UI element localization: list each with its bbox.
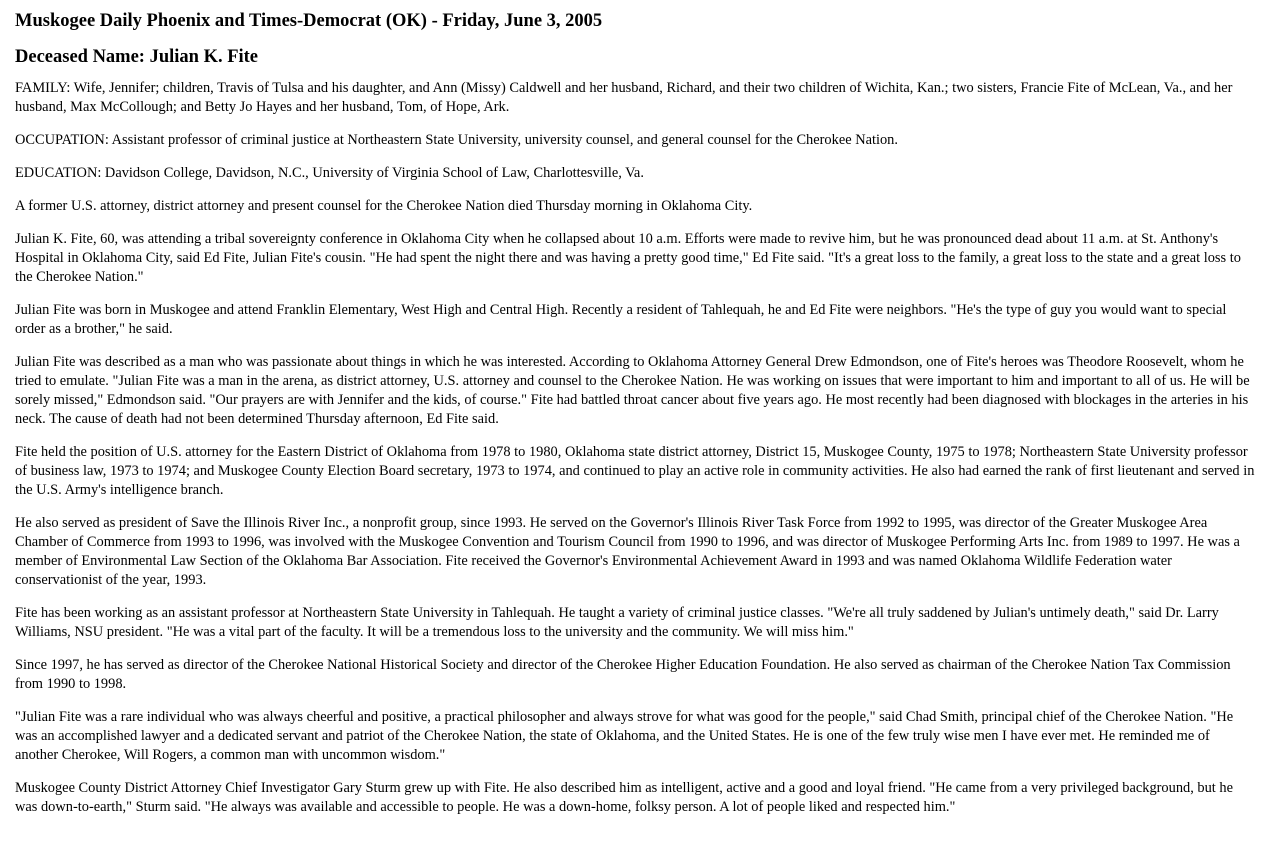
body-paragraph: Fite has been working as an assistant professor at Northeastern State University in Tahlequah. He taught a variety of criminal justice classes. "We're all truly saddened by Julian's untimely death," said Dr. Larry Williams, NSU president. "He was a vital part of the faculty. It will be a tremendous loss to the university and the community. We will miss him." <box>15 605 1219 640</box>
deceased-name: Deceased Name: Julian K. Fite <box>15 47 259 67</box>
body-paragraph: Since 1997, he has served as director of the Cherokee National Historical Society and director of the Cherokee Higher Education Foundation. He also served as chairman of the Cherokee Nation Tax Commission from 1990 to 1998. <box>15 657 1231 692</box>
body-paragraph: "Julian Fite was a rare individual who was always cheerful and positive, a practical philosopher and always strove for what was good for the people," said Chad Smith, principal chief of the Cherokee Nation. "He was an accomplished lawyer and a dedicated servant and patriot of the Cherokee Nation, the state of Oklahoma, and the United States. He is one of the few truly wise men I have ever met. He reminded me of another Cherokee, Will Rogers, a common man with uncommon wisdom." <box>15 709 1234 763</box>
body-paragraph: Julian K. Fite, 60, was attending a tribal sovereignty conference in Oklahoma City when he collapsed about 10 a.m. Efforts were made to revive him, but he was pronounced dead about 11 a.m. at St. Anthony's Hospital in Oklahoma City, said Ed Fite, Julian Fite's cousin. "He had spent the night there and was having a pretty good time," Ed Fite said. "It's a great loss to the family, a great loss to the state and a great loss to the Cherokee Nation." <box>15 231 1241 285</box>
body-paragraph: He also served as president of Save the Illinois River Inc., a nonprofit group, since 1993. He served on the Governor's Illinois River Task Force from 1992 to 1995, was director of the Greater Muskogee Area Chamber of Commerce from 1993 to 1996, was involved with the Muskogee Convention and Tourism Council from 1990 to 1996, and was director of Muskogee Performing Arts Inc. from 1989 to 1997. He was a member of Environmental Law Section of the Oklahoma Bar Association. Fite received the Governor's Environmental Achievement Award in 1993 and was named Oklahoma Wildlife Federation water conservationist of the year, 1993. <box>15 515 1240 588</box>
newspaper-headline: Muskogee Daily Phoenix and Times-Democrat (OK) - Friday, June 3, 2005 <box>15 11 603 31</box>
body-paragraph: Muskogee County District Attorney Chief Investigator Gary Sturm grew up with Fite. He also described him as intelligent, active and a good and loyal friend. "He came from a very privileged background, but he was down-to-earth," Sturm said. "He always was available and accessible to people. He was a down-home, folksy person. A lot of people liked and respected him." <box>15 780 1233 815</box>
education-paragraph: EDUCATION: Davidson College, Davidson, N.C., University of Virginia School of Law, Charlottesville, Va. <box>15 165 644 181</box>
body-paragraph: Julian Fite was described as a man who was passionate about things in which he was interested. According to Oklahoma Attorney General Drew Edmondson, one of Fite's heroes was Theodore Roosevelt, whom he tried to emulate. "Julian Fite was a man in the arena, as district attorney, U.S. attorney and counsel to the Cherokee Nation. He was working on issues that were important to him and important to all of us. He will be sorely missed," Edmondson said. "Our prayers are with Jennifer and the kids, of course." Fite had battled throat cancer about five years ago. He most recently had been diagnosed with blockages in the arteries in his neck. The cause of death had not been determined Thursday afternoon, Ed Fite said. <box>15 354 1250 427</box>
body-paragraph: Fite held the position of U.S. attorney for the Eastern District of Oklahoma from 1978 to 1980, Oklahoma state district attorney, District 15, Muskogee County, 1975 to 1978; Northeastern State University professor of business law, 1973 to 1974; and Muskogee County Election Board secretary, 1973 to 1974, and continued to play an active role in community activities. He also had earned the rank of first lieutenant and served in the U.S. Army's intelligence branch. <box>15 444 1255 498</box>
body-paragraph: A former U.S. attorney, district attorney and present counsel for the Cherokee Nation died Thursday morning in Oklahoma City. <box>15 198 753 214</box>
family-paragraph: FAMILY: Wife, Jennifer; children, Travis of Tulsa and his daughter, and Ann (Missy) Caldwell and her husband, Richard, and their two children of Wichita, Kan.; two sisters, Francie Fite of McLean, Va., and her husband, Max McCollough; and Betty Jo Hayes and her husband, Tom, of Hope, Ark. <box>15 80 1233 115</box>
occupation-paragraph: OCCUPATION: Assistant professor of criminal justice at Northeastern State University, university counsel, and general counsel for the Cherokee Nation. <box>15 132 898 148</box>
body-paragraph: Julian Fite was born in Muskogee and attend Franklin Elementary, West High and Central High. Recently a resident of Tahlequah, he and Ed Fite were neighbors. "He's the type of guy you would want to special order as a brother," he said. <box>15 302 1227 337</box>
